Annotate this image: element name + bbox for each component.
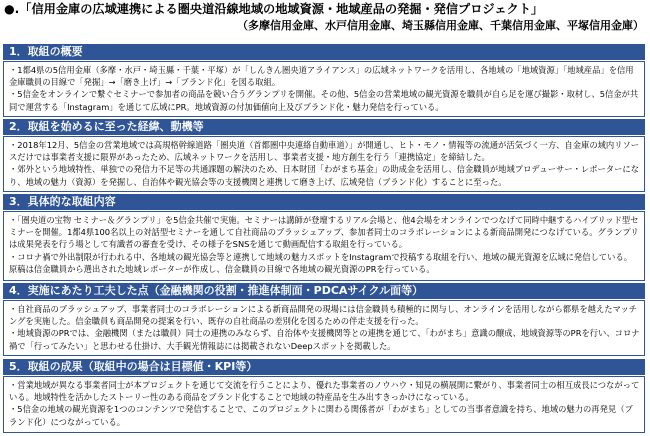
- section-3-body: [3, 211, 645, 281]
- document-title: ●.「信用金庫の広域連携による圏央道沿線地域の地域資源・地域産品の発掘・発信プロジェクト」: [4, 2, 544, 16]
- section-1-body: [3, 61, 645, 117]
- section-5-paragraph-1: ・営業地域が異なる事業者同士が本プロジェクトを通じて交流を行うことにより、優れた事業者のノウハウ・知見の横展開に繋がり、事業者同士の相互成長につながっている。地域特性を活かしたストーリー性のある商品をブランド化することで地域の特産品を生み出すきっかけになっている。: [9, 380, 640, 403]
- section-4-heading: 4．実施にあたり工夫した点（金融機関の役割・推進体制面・PDCAサイクル面等）: [3, 283, 645, 299]
- section-4-body: [3, 300, 645, 356]
- section-3-heading: 3．具体的な取組内容: [3, 194, 645, 210]
- section-2-paragraph-2: ・郊外という地域特性、単独での発信力不足等の共通課題の解決のため、日本財団「わがまち基金」の助成金を活用し、信金職員が地域プロデューサー・レポーターになり、地域の魅力（資源）を発掘し、自治体や観光協会等の支援機関と連携して磨き上げ、広域発信（ブランド化）することに至った。: [9, 164, 639, 187]
- section-1-paragraph-2: ・5信金をオンラインで繋ぐセミナーで参加者の商品を競い合うグランプリを開催。その他、5信金の営業地域の観光資源を職員が自ら足を運び撮影・取材し、5信金が共同で運営する「Instagram」を通じて広域にPR。地域資源の付加価値向上及びブランド化・魅力発信を行っている。: [9, 89, 639, 112]
- section-2-body: [3, 136, 645, 192]
- section-4-paragraph-2: ・地域資源のPRでは、金融機関（または職員）同士の連携のみならず、自治体や支援機関等との連携を通じて、「わがまち」意識の醸成、地域資源等のPRを行い、コロナ禍で「行ってみたい」と思わせる仕掛け、大手観光情報誌には掲載されないDeepスポットを掲載した。: [9, 328, 640, 351]
- section-1-paragraph-1: ・1都4県の5信用金庫（多摩・水戸・埼玉縣・千葉・平塚）が「しんきん圏央道アライアンス」の広域ネットワークを活用し、各地域の「地域資源」「地域産品」を信用金庫職員の目線で「発掘」→「磨き上げ」→「ブランド化」を図る取組。: [9, 65, 634, 88]
- section-3-paragraph-2: ・コロナ禍で外出制限が行われる中、各地域の観光協会等と連携して地域の魅力スポットをInstagramで投稿する取組を行い、地域の観光資源を広域に発信している。原稿は信金職員から選出された地域レポーターが作成し、信金職員の目線で各地域の観光資源のPRを行っている。: [9, 251, 632, 274]
- section-2-heading: 2．取組を始めるに至った経緯、動機等: [3, 119, 645, 135]
- section-5-paragraph-2: ・5信金の地域の観光資源を1つのコンテンツで発信することで、このプロジェクトに関わる関係者が「わがまち」としての当事者意識を持ち、地域の魅力の再発見（ブランド化）につながっている。: [9, 404, 633, 427]
- section-5-body: [3, 376, 645, 433]
- section-4-paragraph-1: ・自社商品のブラッシュアップ、事業者同士のコラボレーションによる新商品開発の現場には信金職員も積極的に関与し、オンラインを活用しながら都県を越えたマッチングを実施した。信金職員も商品開発の提案を行い、既存の自社商品の差別化を図るための伴走支援を行った。: [9, 304, 638, 327]
- document-subtitle: （多摩信用金庫、水戸信用金庫、埼玉縣信用金庫、千葉信用金庫、平塚信用金庫）: [237, 19, 644, 32]
- section-5-heading: 5．取組の成果（取組中の場合は目標値・KPI等）: [3, 359, 645, 375]
- section-1-heading: 1．取組の概要: [3, 44, 645, 60]
- section-2-paragraph-1: ・2018年12月、5信金の営業地域では高規格幹線道路「圏央道（首都圏中央連絡自動車道）」が開通し、ヒト・モノ・情報等の流通が活気づく一方、自金庫の域内リソースだけでは事業者支援に限界があったため、広域ネットワークを活用し、事業者支援・地方創生を行う「連携協定」を締結した。: [9, 140, 640, 163]
- section-3-paragraph-1: ・「圏央道の宝物 セミナー＆グランプリ」を5信金共催で実施。セミナーは講師が登壇するリアル会場と、他4会場をオンラインでつなげて同時中継するハイブリッド型セミナーを開催。1都4県100名以上の対話型セミナーを通して自社商品のブラッシュアップ、参加者同士のコラボレーションによる新商品開発につなげている。グランプリは成果発表を行う場として有識者の審査を受け、その様子をSNSを通じて動画配信する取組を行っている。: [9, 215, 639, 250]
